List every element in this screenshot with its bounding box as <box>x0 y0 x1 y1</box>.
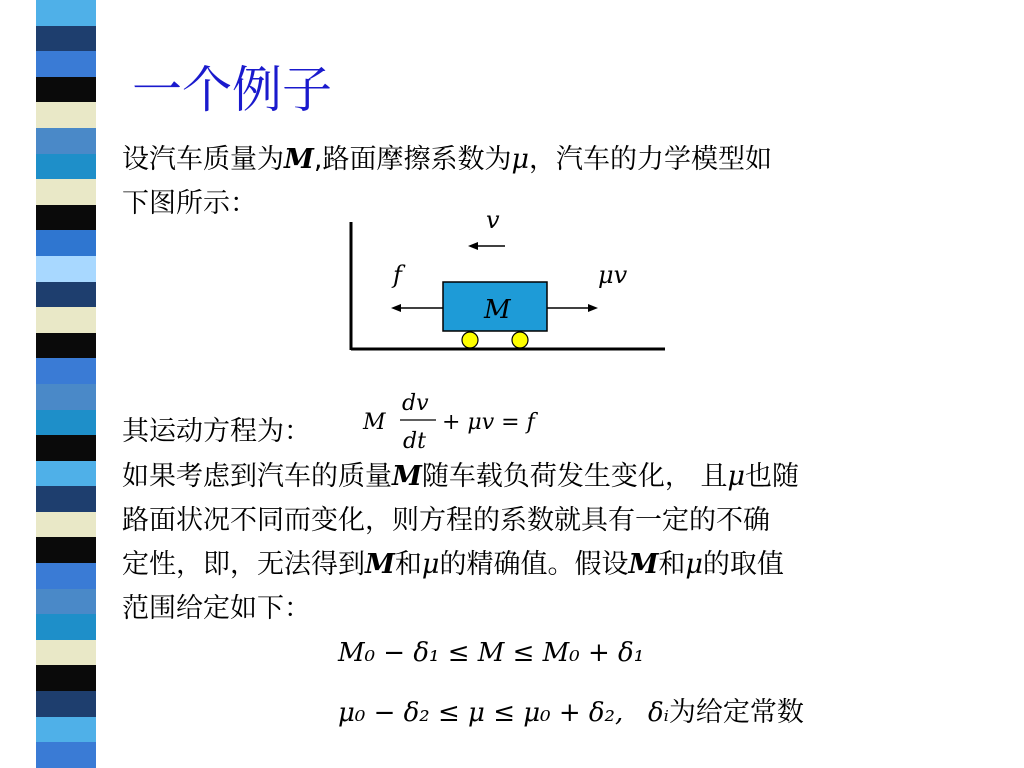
page-title: 一个例子 <box>132 61 332 119</box>
eq-dv: dv <box>402 391 429 416</box>
eq-rest: + μv = f <box>442 410 535 435</box>
label-v: v <box>486 206 500 234</box>
range-formula-M: M₀ − δ₁ ≤ M ≤ M₀ + δ₁ <box>338 638 645 668</box>
intro-line-2: 下图所示： <box>122 188 257 219</box>
label-f: f <box>393 261 402 289</box>
body-line-1: 如果考虑到汽车的质量M随车载负荷发生变化， 且μ也随 <box>122 461 800 492</box>
eq-dt: dt <box>403 429 426 454</box>
label-M: M <box>484 295 511 325</box>
equation-label: 其运动方程为： <box>122 416 311 447</box>
body-line-4: 范围给定如下： <box>122 593 311 624</box>
range-formula-mu: μ₀ − δ₂ ≤ μ ≤ μ₀ + δ₂, δᵢ为给定常数 <box>338 697 804 728</box>
label-muv: μv <box>598 261 628 289</box>
eq-M: M <box>363 410 386 435</box>
intro-line-1: 设汽车质量为M,路面摩擦系数为μ，汽车的力学模型如 <box>122 144 773 175</box>
body-line-2: 路面状况不同而变化，则方程的系数就具有一定的不确 <box>122 505 770 536</box>
body-line-3: 定性，即，无法得到M和μ的精确值。假设M和μ的取值 <box>122 549 784 580</box>
